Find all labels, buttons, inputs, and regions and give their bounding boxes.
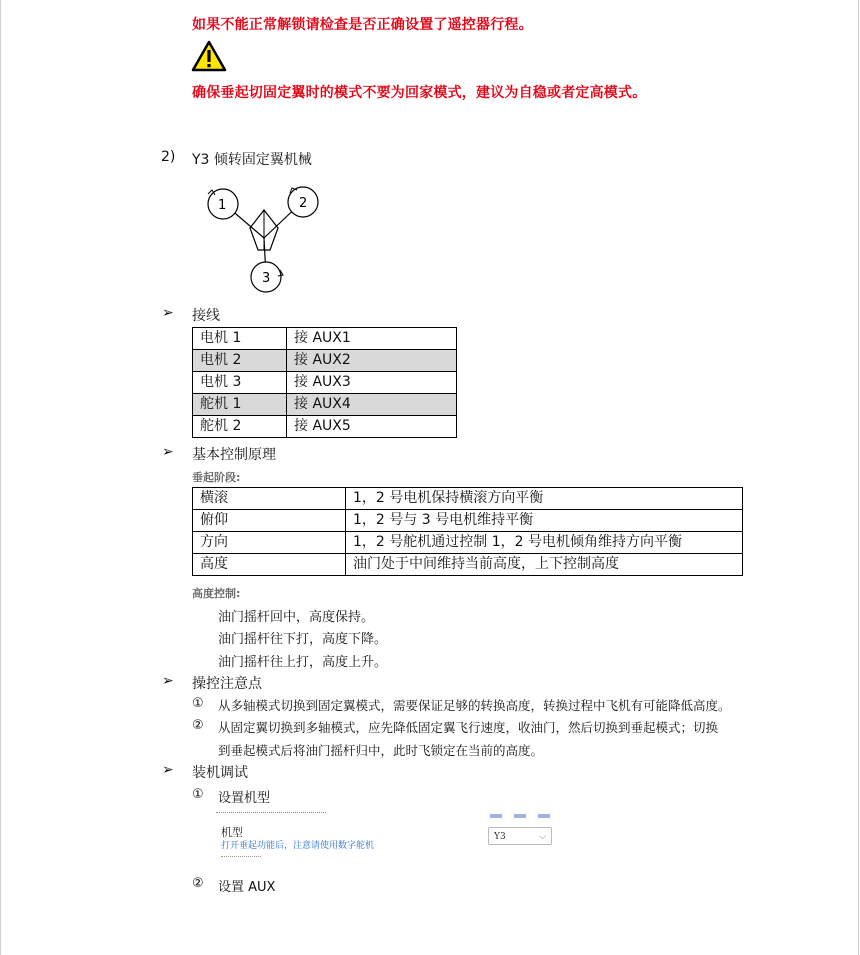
altitude-line-3: 油门摇杆往上打，高度上升。	[218, 655, 388, 670]
cropped-button-fragment	[490, 814, 502, 818]
control-cell-desc: 油门处于中间维持当前高度，上下控制高度	[346, 554, 743, 576]
wiring-cell-component: 电机 2	[193, 350, 287, 372]
table-row	[193, 416, 457, 438]
motor-label-1: 1	[218, 198, 227, 213]
wiring-cell-port: 接 AUX1	[287, 328, 457, 350]
wiring-table	[192, 327, 457, 438]
warning-text-2: 确保垂起切固定翼时的模式不要为回家模式，建议为自稳或者定高模式。	[192, 85, 647, 101]
model-select[interactable]	[488, 827, 552, 845]
control-cell-desc: 1，2 号与 3 号电机维持平衡	[346, 510, 743, 532]
page-edge-left	[0, 0, 1, 955]
wiring-cell-port: 接 AUX3	[287, 372, 457, 394]
cropped-edge-bottom	[221, 856, 261, 861]
cropped-edge-top	[216, 812, 326, 817]
control-cell-axis: 高度	[193, 554, 346, 576]
control-table	[192, 487, 743, 576]
altitude-control-label: 高度控制:	[192, 587, 241, 600]
bullet-arrow-icon: ➢	[162, 305, 174, 321]
motor-label-3: 3	[262, 271, 271, 286]
wiring-heading: 接线	[192, 308, 220, 324]
table-row	[193, 328, 457, 350]
y3-motor-diagram	[200, 180, 320, 295]
warning-text-1: 如果不能正常解锁请检查是否正确设置了遥控器行程。	[192, 17, 533, 33]
assembly-heading: 装机调试	[192, 765, 248, 781]
table-row	[193, 554, 743, 576]
altitude-line-1: 油门摇杆回中，高度保持。	[218, 610, 375, 625]
wiring-cell-port: 接 AUX5	[287, 416, 457, 438]
wiring-cell-component: 电机 3	[193, 372, 287, 394]
vtol-phase-label: 垂起阶段:	[192, 471, 241, 484]
warning-triangle-icon	[191, 40, 227, 76]
bullet-arrow-icon: ➢	[162, 444, 174, 460]
section-title: Y3 倾转固定翼机械	[192, 152, 312, 168]
step-text-2: 设置 AUX	[218, 880, 276, 895]
note-marker-1: ①	[192, 696, 204, 711]
control-heading: 基本控制原理	[192, 447, 276, 463]
table-row	[193, 350, 457, 372]
chevron-down-icon: ⌵	[539, 832, 546, 842]
notes-heading: 操控注意点	[192, 676, 262, 692]
altitude-line-2: 油门摇杆往下打，高度下降。	[218, 632, 388, 647]
control-cell-axis: 方向	[193, 532, 346, 554]
table-row	[193, 532, 743, 554]
table-row	[193, 372, 457, 394]
cropped-button-fragment	[514, 814, 526, 818]
model-select-value: Y3	[494, 832, 506, 842]
table-row	[193, 488, 743, 510]
note-text-2: 从固定翼切换到多轴模式，应先降低固定翼飞行速度，收油门，然后切换到垂起模式；切换	[218, 720, 719, 735]
note-text-1: 从多轴模式切换到固定翼模式，需要保证足够的转换高度，转换过程中飞机有可能降低高度。	[218, 698, 731, 713]
step-marker-2: ②	[192, 876, 204, 891]
note-marker-2: ②	[192, 718, 204, 733]
table-row	[193, 510, 743, 532]
note-continuation: 到垂起模式后将油门摇杆归中，此时飞锁定在当前的高度。	[218, 743, 544, 758]
page-edge-right	[858, 0, 859, 955]
wiring-cell-port: 接 AUX2	[287, 350, 457, 372]
bullet-arrow-icon: ➢	[162, 762, 174, 778]
control-cell-desc: 1，2 号舵机通过控制 1，2 号电机倾角维持方向平衡	[346, 532, 743, 554]
step-marker-1: ①	[192, 787, 204, 802]
step-text-1: 设置机型	[218, 791, 271, 806]
control-cell-axis: 横滚	[193, 488, 346, 510]
wiring-cell-component: 电机 1	[193, 328, 287, 350]
control-cell-desc: 1，2 号电机保持横滚方向平衡	[346, 488, 743, 510]
cropped-button-fragment	[538, 814, 550, 818]
model-label: 机型	[221, 826, 243, 839]
motor-label-2: 2	[299, 196, 308, 211]
model-config-screenshot	[216, 812, 566, 862]
table-row	[193, 394, 457, 416]
wiring-cell-component: 舵机 2	[193, 416, 287, 438]
model-hint-text: 打开垂起功能后，注意请使用数字舵机	[221, 841, 375, 851]
wiring-cell-port: 接 AUX4	[287, 394, 457, 416]
section-number: 2)	[161, 149, 176, 165]
wiring-cell-component: 舵机 1	[193, 394, 287, 416]
control-cell-axis: 俯仰	[193, 510, 346, 532]
bullet-arrow-icon: ➢	[162, 673, 174, 689]
